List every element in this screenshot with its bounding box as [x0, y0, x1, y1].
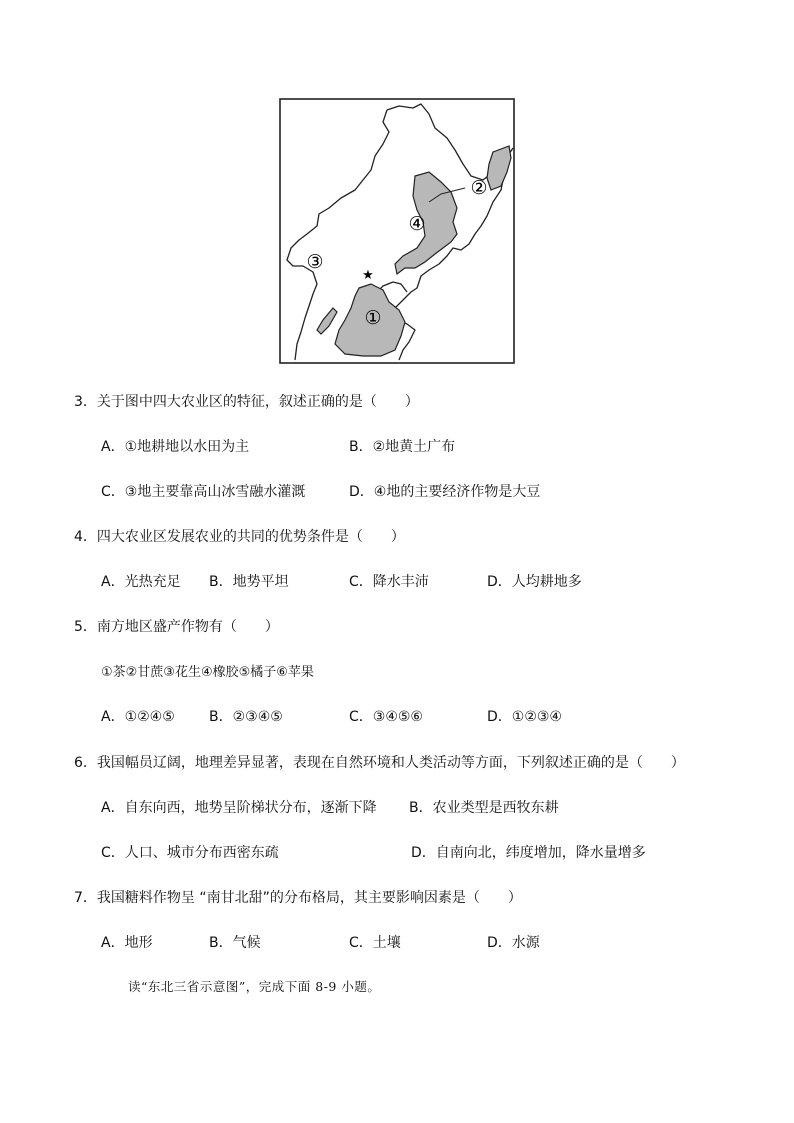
question-6-stem: 6．我国幅员辽阔，地理差异显著，表现在自然环境和人类活动等方面，下列叙述正确的是（ ） — [74, 755, 685, 771]
capital-star: ★ — [362, 268, 374, 283]
question-6-option-c: C．人口、城市分布西密东疏 — [101, 845, 279, 861]
question-4-option-a: A．光热充足 — [101, 574, 181, 590]
question-7-option-a: A．地形 — [101, 935, 153, 951]
label-region-4: ④ — [408, 213, 426, 235]
question-6-option-b: B．农业类型是西牧东耕 — [409, 800, 559, 816]
label-region-3: ③ — [306, 251, 324, 273]
question-3-option-c: C．③地主要靠高山冰雪融水灌溉 — [101, 484, 306, 500]
question-5-option-d: D．①②③④ — [487, 709, 562, 725]
question-3-option-d: D．④地的主要经济作物是大豆 — [349, 484, 541, 500]
question-5-items: ①茶②甘蔗③花生④橡胶⑤橘子⑥苹果 — [101, 665, 314, 680]
question-3-option-b: B．②地黄土广布 — [349, 439, 456, 455]
label-region-1: ① — [364, 307, 382, 329]
question-5-option-c: C．③④⑤⑥ — [349, 709, 423, 725]
agricultural-regions-map — [279, 98, 515, 364]
question-3-option-a: A．①地耕地以水田为主 — [101, 439, 250, 455]
question-5-option-b: B．②③④⑤ — [209, 709, 283, 725]
question-3-stem: 3．关于图中四大农业区的特征，叙述正确的是（ ） — [74, 394, 419, 410]
question-4-option-b: B．地势平坦 — [209, 574, 289, 590]
next-questions-intro: 读“东北三省示意图”，完成下面 8-9 小题。 — [128, 979, 381, 994]
question-7-option-c: C．土壤 — [349, 935, 401, 951]
question-7-option-d: D．水源 — [487, 935, 540, 951]
question-4-option-c: C．降水丰沛 — [349, 574, 429, 590]
question-6-option-a: A．自东向西，地势呈阶梯状分布，逐渐下降 — [101, 800, 377, 816]
question-4-option-d: D．人均耕地多 — [487, 574, 582, 590]
question-4-stem: 4．四大农业区发展农业的共同的优势条件是（ ） — [74, 529, 405, 545]
question-5-stem: 5．南方地区盛产作物有（ ） — [74, 619, 279, 635]
question-5-option-a: A．①②④⑤ — [101, 709, 175, 725]
question-6-option-d: D．自南向北，纬度增加，降水量增多 — [411, 845, 646, 861]
question-7-option-b: B．气候 — [209, 935, 261, 951]
question-7-stem: 7．我国糖料作物呈 “南甘北甜”的分布格局，其主要影响因素是（ ） — [74, 890, 522, 906]
label-region-2: ② — [470, 177, 488, 199]
